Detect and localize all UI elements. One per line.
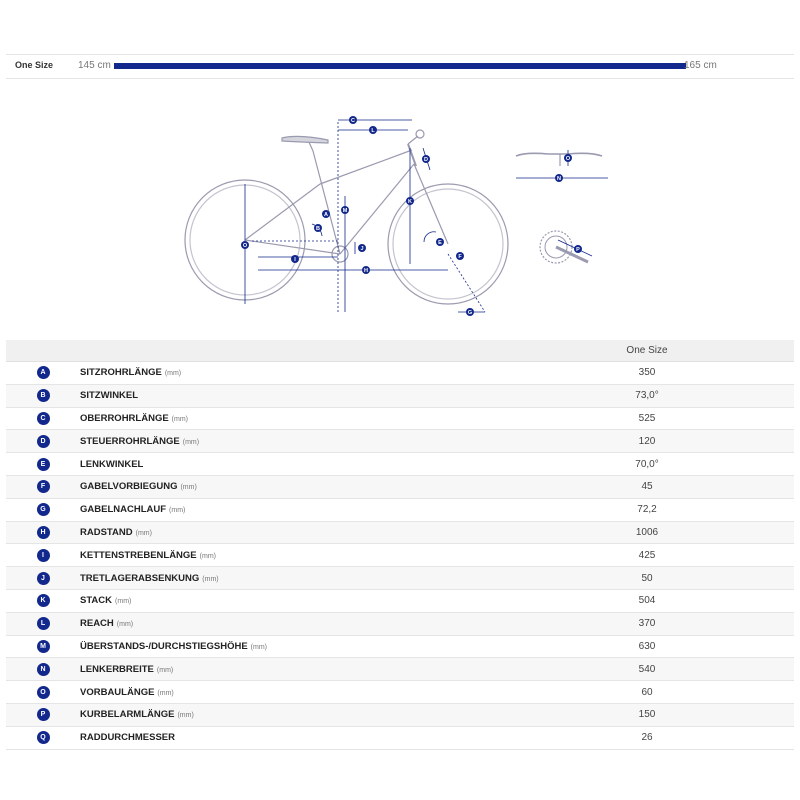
- size-range-track: [114, 63, 686, 69]
- badge-n: [555, 174, 563, 182]
- measurement-value: 525: [500, 407, 794, 430]
- measurement-letter-badge: M: [37, 640, 50, 653]
- measurement-letter-badge: E: [37, 458, 50, 471]
- measurement-unit: (mm): [169, 507, 186, 515]
- measurement-unit: (mm): [156, 666, 174, 674]
- head-tube: [408, 144, 416, 166]
- measurement-letter-badge: K: [37, 594, 50, 607]
- measurement-value: 60: [500, 681, 794, 704]
- measure-e-arc: [424, 232, 436, 242]
- badge-e: [436, 238, 444, 246]
- measurement-value: 425: [500, 544, 794, 567]
- badge-cell: [6, 362, 80, 385]
- badge-cell: [6, 544, 80, 567]
- label-cell: [80, 430, 500, 453]
- badge-p: [574, 245, 582, 253]
- table-row: [6, 430, 794, 453]
- bike-geometry-diagram: [180, 104, 620, 324]
- badge-g-text: G: [467, 310, 473, 316]
- badge-a: [322, 210, 330, 218]
- measurement-value: 73,0°: [500, 384, 794, 407]
- badge-l: [369, 126, 377, 134]
- measurement-letter-badge: N: [37, 663, 50, 676]
- handlebar-shape: [516, 153, 602, 156]
- badge-cell: [6, 589, 80, 612]
- size-name: One Size: [15, 60, 54, 70]
- measurement-label: LENKWINKEL: [80, 458, 144, 470]
- measurement-unit: (mm): [182, 438, 200, 446]
- measurement-label: SITZWINKEL: [80, 390, 139, 402]
- badge-a-text: A: [324, 212, 328, 218]
- badge-cell: [6, 658, 80, 681]
- measurement-lines: [242, 120, 485, 312]
- table-row: [6, 635, 794, 658]
- label-cell: [80, 384, 500, 407]
- measurement-value: 350: [500, 362, 794, 385]
- saddle: [282, 136, 328, 143]
- table-row: [6, 362, 794, 385]
- badge-m: [341, 206, 349, 214]
- badge-k: [406, 197, 414, 205]
- table-row: [6, 498, 794, 521]
- label-cell: [80, 453, 500, 476]
- label-cell: [80, 635, 500, 658]
- measurement-label: TRETLAGERABSENKUNG: [80, 572, 200, 584]
- label-cell: [80, 567, 500, 590]
- measurement-label: KETTENSTREBENLÄNGE: [80, 549, 197, 561]
- label-cell: [80, 521, 500, 544]
- measurement-letter-badge: F: [37, 480, 50, 493]
- handlebar-detail: [516, 150, 608, 182]
- measurement-value: 45: [500, 475, 794, 498]
- badge-o-text: O: [565, 156, 571, 162]
- measurement-unit: (mm): [250, 643, 267, 651]
- badge-q: [241, 241, 249, 249]
- header-empty-cell: [6, 340, 80, 362]
- label-cell: [80, 612, 500, 635]
- table-row: [6, 544, 794, 567]
- badge-p-text: P: [576, 247, 580, 253]
- table-row: [6, 453, 794, 476]
- measurement-unit: (mm): [180, 484, 197, 492]
- badge-o: [564, 154, 572, 162]
- table-row: [6, 726, 794, 749]
- table-row: [6, 567, 794, 590]
- measurement-unit: (mm): [164, 370, 182, 378]
- measurement-letter-badge: H: [37, 526, 50, 539]
- badge-cell: [6, 430, 80, 453]
- badge-b: [314, 224, 322, 232]
- badge-cell: [6, 498, 80, 521]
- badge-cell: [6, 726, 80, 749]
- measurement-value: 370: [500, 612, 794, 635]
- measurement-value: 50: [500, 567, 794, 590]
- measurement-unit: (mm): [135, 529, 152, 537]
- label-cell: [80, 681, 500, 704]
- size-min-label: 145 cm: [78, 60, 111, 71]
- measurement-letter-badge: A: [37, 366, 50, 379]
- badge-c: [349, 116, 357, 124]
- label-cell: [80, 407, 500, 430]
- measurement-label: RADDURCHMESSER: [80, 732, 176, 744]
- measurement-letter-badge: Q: [37, 731, 50, 744]
- badge-m-text: M: [342, 208, 348, 214]
- measurement-unit: (mm): [177, 712, 194, 720]
- measurement-letter-badge: C: [37, 412, 50, 425]
- badge-cell: [6, 475, 80, 498]
- measurement-unit: (mm): [157, 689, 174, 697]
- badge-f: [456, 252, 464, 260]
- badge-d: [422, 155, 430, 163]
- badge-e-text: E: [438, 240, 442, 246]
- label-cell: [80, 703, 500, 726]
- seat-tube: [313, 151, 340, 254]
- measurement-label: OBERROHRLÄNGE: [80, 412, 169, 424]
- badge-j: [358, 244, 366, 252]
- measurement-letter-badge: O: [37, 686, 50, 699]
- measurement-label: ÜBERSTANDS-/DURCHSTIEGSHÖHE: [80, 640, 248, 652]
- badge-cell: [6, 453, 80, 476]
- down-tube: [340, 164, 414, 254]
- table-row: [6, 681, 794, 704]
- measurement-value: 504: [500, 589, 794, 612]
- badge-h-text: H: [364, 268, 368, 274]
- measurement-letter-badge: I: [37, 549, 50, 562]
- geometry-table-body: [6, 362, 794, 750]
- measurement-value: 150: [500, 703, 794, 726]
- measurement-label: GABELNACHLAUF: [80, 504, 167, 516]
- measurement-letter-badge: P: [37, 708, 50, 721]
- badge-g: [466, 308, 474, 316]
- table-row: [6, 475, 794, 498]
- measurement-value: 26: [500, 726, 794, 749]
- measurement-label: LENKERBREITE: [80, 663, 154, 675]
- table-row: [6, 703, 794, 726]
- badge-cell: [6, 384, 80, 407]
- measurement-letter-badge: D: [37, 435, 50, 448]
- measurement-label: STEUERROHRLÄNGE: [80, 435, 180, 447]
- badge-cell: [6, 612, 80, 635]
- table-row: [6, 658, 794, 681]
- table-row: [6, 589, 794, 612]
- badge-h: [362, 266, 370, 274]
- measurement-letter-badge: L: [37, 617, 50, 630]
- crank-arm: [556, 247, 588, 262]
- size-range-fill: [114, 63, 686, 69]
- size-max-label: 165 cm: [684, 60, 717, 71]
- badge-n-text: N: [557, 176, 561, 182]
- measurement-letter-badge: G: [37, 503, 50, 516]
- geometry-table: [6, 340, 794, 750]
- badge-i-text: I: [294, 257, 296, 263]
- measurement-letter-badge: B: [37, 389, 50, 402]
- measurement-unit: (mm): [116, 621, 134, 629]
- badge-l-text: L: [371, 128, 375, 134]
- measurement-label: SITZROHRLÄNGE: [80, 367, 162, 379]
- bike-outline: [185, 130, 508, 304]
- measurement-value: 630: [500, 635, 794, 658]
- measurement-label: VORBAULÄNGE: [80, 686, 155, 698]
- measurement-value: 1006: [500, 521, 794, 544]
- measurement-label: RADSTAND: [80, 526, 133, 538]
- badge-c-text: C: [351, 118, 355, 124]
- measurement-unit: (mm): [115, 598, 132, 606]
- measurement-value: 72,2: [500, 498, 794, 521]
- measurement-value: 540: [500, 658, 794, 681]
- measurement-letter-badge: J: [37, 572, 50, 585]
- label-cell: [80, 726, 500, 749]
- chain-stay: [242, 240, 340, 254]
- label-cell: [80, 498, 500, 521]
- label-cell: [80, 475, 500, 498]
- measurement-unit: (mm): [199, 552, 216, 560]
- table-header-row: [6, 340, 794, 362]
- measurement-label: GABELVORBIEGUNG: [80, 481, 178, 493]
- table-row: [6, 612, 794, 635]
- table-row: [6, 384, 794, 407]
- badge-cell: [6, 681, 80, 704]
- badge-q-text: O: [242, 243, 248, 249]
- label-cell: [80, 362, 500, 385]
- table-row: [6, 521, 794, 544]
- measurement-value: 120: [500, 430, 794, 453]
- top-tube: [320, 150, 412, 184]
- label-cell: [80, 589, 500, 612]
- table-row: [6, 407, 794, 430]
- measurement-label: STACK: [80, 595, 113, 607]
- badge-cell: [6, 635, 80, 658]
- badge-b-text: B: [316, 226, 320, 232]
- measurement-unit: (mm): [171, 415, 188, 423]
- label-cell: [80, 544, 500, 567]
- handlebar: [416, 130, 424, 138]
- header-size: One Size: [500, 340, 794, 362]
- measurement-value: 70,0°: [500, 453, 794, 476]
- measurement-unit: (mm): [202, 575, 219, 583]
- measurement-label: KURBELARMLÄNGE: [80, 709, 175, 721]
- measurement-label: REACH: [80, 618, 114, 630]
- badge-j-text: J: [360, 246, 364, 252]
- badge-i: [291, 255, 299, 263]
- badge-cell: [6, 567, 80, 590]
- badge-cell: [6, 521, 80, 544]
- stem: [408, 136, 418, 144]
- badge-k-text: K: [408, 199, 412, 205]
- header-empty-cell: [80, 340, 500, 362]
- badge-cell: [6, 407, 80, 430]
- badge-f-text: F: [458, 254, 462, 260]
- size-range-row: [6, 54, 794, 79]
- crank-detail: [540, 231, 592, 263]
- badge-cell: [6, 703, 80, 726]
- label-cell: [80, 658, 500, 681]
- badge-d-text: D: [424, 157, 428, 163]
